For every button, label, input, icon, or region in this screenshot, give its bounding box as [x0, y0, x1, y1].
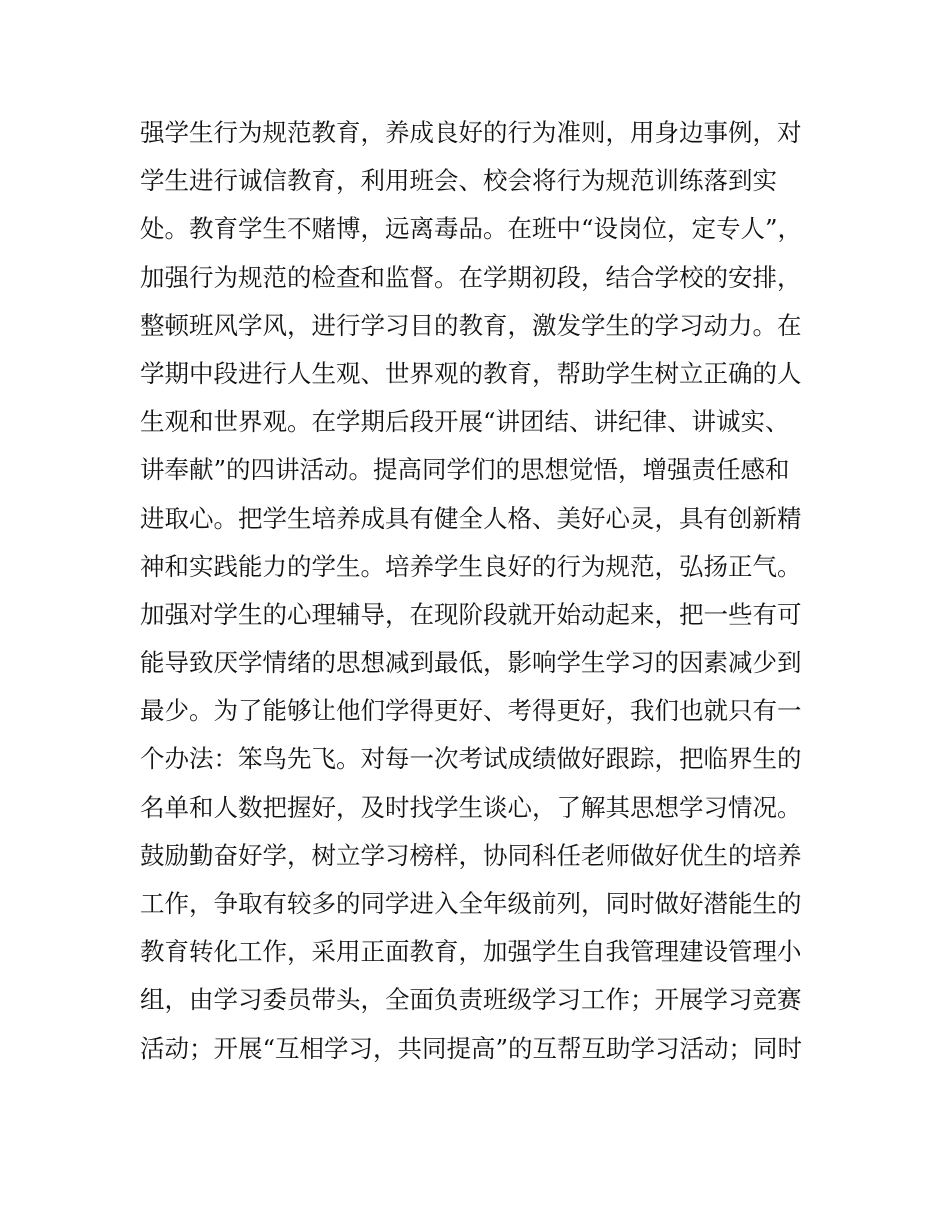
text-line: 教育转化工作，采用正面教育，加强学生自我管理建设管理小: [140, 937, 802, 967]
text-line: 鼓励勤奋好学，树立学习榜样，协同科任老师做好优生的培养: [140, 840, 802, 870]
text-line: 工作，争取有较多的同学进入全年级前列，同时做好潜能生的: [140, 889, 802, 918]
text-line: 加强对学生的心理辅导，在现阶段就开始动起来，把一些有可: [140, 599, 802, 629]
text-line: 强学生行为规范教育，养成良好的行为准则，用身边事例，对: [140, 118, 802, 147]
text-line: 个办法：笨鸟先飞。对每一次考试成绩做好跟踪，把临界生的: [140, 744, 802, 774]
text-line: 最少。为了能够让他们学得更好、考得更好，我们也就只有一: [140, 696, 802, 726]
text-line: 能导致厌学情绪的思想减到最低，影响学生学习的因素减少到: [140, 648, 802, 678]
text-line: 进取心。把学生培养成具有健全人格、美好心灵，具有创新精: [140, 503, 802, 533]
text-line: 整顿班风学风，进行学习目的教育，激发学生的学习动力。在: [140, 310, 802, 340]
text-line: 名单和人数把握好，及时找学生谈心，了解其思想学习情况。: [140, 792, 802, 822]
text-line: 生观和世界观。在学期后段开展“讲团结、讲纪律、讲诚实、: [140, 407, 790, 437]
text-line: 组，由学习委员带头，全面负责班级学习工作；开展学习竞赛: [140, 985, 802, 1015]
text-line: 学生进行诚信教育，利用班会、校会将行为规范训练落到实: [140, 166, 777, 196]
text-line: 活动；开展“互相学习，共同提高”的互帮互助学习活动；同时: [140, 1033, 803, 1063]
text-line: 处。教育学生不赌博，远离毒品。在班中“设岗位，定专人”，: [140, 214, 803, 244]
body-text: [140, 109, 820, 1073]
text-line: 学期中段进行人生观、世界观的教育，帮助学生树立正确的人: [140, 358, 802, 388]
text-line: 加强行为规范的检查和监督。在学期初段，结合学校的安排，: [140, 262, 802, 292]
text-line: 神和实践能力的学生。培养学生良好的行为规范，弘扬正气。: [140, 551, 802, 581]
text-line: 讲奉献”的四讲活动。提高同学们的思想觉悟，增强责任感和: [140, 455, 790, 485]
